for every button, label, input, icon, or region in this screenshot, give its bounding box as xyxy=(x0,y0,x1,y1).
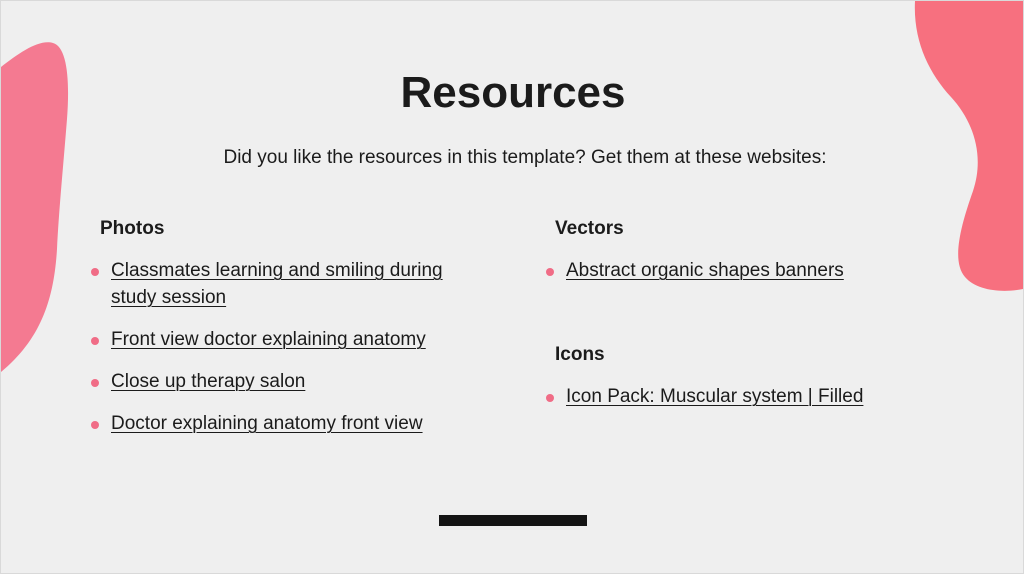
icons-heading: Icons xyxy=(555,344,605,365)
bullet-icon xyxy=(546,268,554,276)
page-subtitle: Did you like the resources in this template? Get them at these websites: xyxy=(223,147,827,168)
bullet-icon xyxy=(91,337,99,345)
bullet-icon xyxy=(91,421,99,429)
resource-link-therapy-salon[interactable]: Close up therapy salon xyxy=(111,371,306,392)
resource-link-icon-pack[interactable]: Icon Pack: Muscular system | Filled xyxy=(566,386,864,407)
vectors-list xyxy=(546,257,936,299)
bullet-icon xyxy=(91,268,99,276)
vectors-heading: Vectors xyxy=(555,218,624,239)
list-item xyxy=(546,257,936,284)
resource-link-organic-shapes[interactable]: Abstract organic shapes banners xyxy=(566,260,844,281)
decorative-bar xyxy=(439,515,587,526)
page-title: Resources xyxy=(400,68,626,117)
list-item xyxy=(91,410,481,437)
icons-list xyxy=(546,383,936,425)
bullet-icon xyxy=(546,394,554,402)
photos-list xyxy=(91,257,481,452)
list-item xyxy=(546,383,936,410)
resource-link-front-view-doctor[interactable]: Front view doctor explaining anatomy xyxy=(111,329,426,350)
list-item xyxy=(91,326,481,353)
resource-link-doctor-anatomy[interactable]: Doctor explaining anatomy front view xyxy=(111,413,423,434)
list-item xyxy=(91,257,481,311)
bullet-icon xyxy=(91,379,99,387)
resource-link-classmates[interactable]: Classmates learning and smiling during study session xyxy=(111,260,443,308)
list-item xyxy=(91,368,481,395)
photos-heading: Photos xyxy=(100,218,165,239)
